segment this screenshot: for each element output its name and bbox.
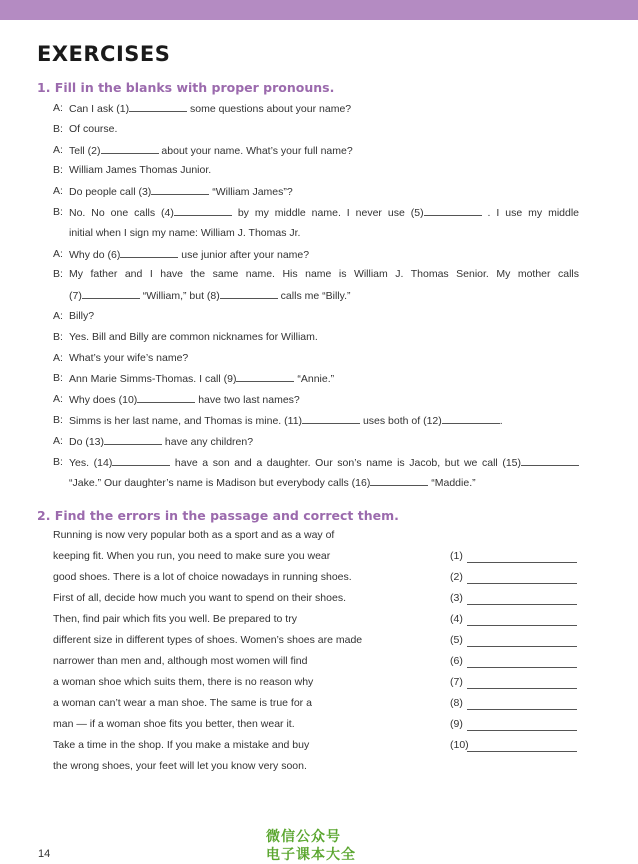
dialogue-text: Of course.: [69, 122, 118, 135]
answer-blank[interactable]: [101, 143, 159, 154]
dialogue-line: [69, 143, 579, 158]
page-title: EXERCISES: [37, 42, 171, 66]
page-number: 14: [38, 848, 51, 860]
answer-blank[interactable]: [521, 455, 579, 466]
dialogue-line: [69, 267, 579, 281]
answer-blank[interactable]: [120, 247, 178, 258]
dialogue-text: Billy?: [69, 310, 95, 322]
passage-line: a woman shoe which suits them, there is no reason why: [53, 676, 314, 688]
dialogue-line: [69, 226, 579, 240]
dialogue-line: [69, 122, 579, 136]
passage-line: man — if a woman shoe fits you better, then wear it.: [53, 718, 295, 730]
answer-number: (6): [450, 655, 463, 667]
watermark-line1: 微信公众号: [266, 829, 341, 845]
correction-answer-line[interactable]: [467, 709, 577, 710]
dialogue-line: [69, 475, 579, 490]
section2-heading: 2. Find the errors in the passage and correct them.: [37, 508, 399, 523]
dialogue-line: [69, 330, 579, 344]
dialogue-text: (7): [69, 290, 82, 303]
answer-blank[interactable]: [104, 434, 162, 445]
passage-line: different size in different types of shoes. Women’s shoes are made: [53, 634, 363, 646]
passage-line: good shoes. There is a lot of choice nowadays in running shoes.: [53, 571, 352, 583]
dialogue-line: [69, 455, 579, 470]
dialogue-text: What’s your wife’s name?: [69, 351, 189, 364]
dialogue-line: [69, 101, 579, 116]
correction-answer-line[interactable]: [467, 730, 577, 731]
dialogue-text: “Jake.” Our daughter’s name is Madison but everybody calls (16): [69, 477, 371, 490]
passage-line: Then, find pair which fits you well. Be prepared to try: [53, 613, 297, 625]
passage-line: First of all, decide how much you want to spend on their shoes.: [53, 592, 346, 604]
answer-blank[interactable]: [137, 392, 195, 403]
dialogue-text: Yes. Bill and Billy are common nicknames for William.: [69, 330, 318, 343]
answer-number: (1): [450, 550, 463, 562]
dialogue-speaker: A:: [53, 143, 63, 156]
correction-answer-line[interactable]: [467, 604, 577, 605]
dialogue-speaker: B:: [53, 330, 63, 343]
answer-number: (9): [450, 718, 463, 730]
dialogue-text: Can I ask (1): [69, 103, 130, 115]
dialogue-speaker: A:: [53, 393, 63, 406]
dialogue-text: Simms is her last name, and Thomas is mine. (11): [69, 415, 303, 427]
dialogue-text: Do people call (3): [69, 186, 152, 199]
dialogue-text: initial when I sign my name: William J. Thomas Jr.: [69, 226, 301, 239]
answer-blank[interactable]: [112, 455, 170, 466]
dialogue-line: [69, 247, 579, 262]
dialogue-text: Do (13): [69, 435, 105, 448]
correction-answer-line[interactable]: [467, 751, 577, 752]
dialogue-line: [69, 351, 579, 365]
dialogue-line: [69, 413, 579, 428]
dialogue-line: [69, 371, 579, 386]
answer-blank[interactable]: [424, 205, 482, 216]
dialogue-speaker: B:: [53, 414, 63, 426]
dialogue-text: Why does (10): [69, 394, 138, 407]
dialogue-text: William James Thomas Junior.: [69, 164, 212, 177]
answer-number: (2): [450, 571, 463, 583]
dialogue-text: Ann Marie Simms-Thomas. I call (9): [69, 373, 237, 386]
dialogue-text: by my middle name. I never use (5): [231, 207, 424, 219]
dialogue-text: uses both of (12): [360, 415, 442, 427]
top-color-bar: [0, 0, 638, 20]
answer-blank[interactable]: [174, 205, 232, 216]
dialogue-text: My father and I have the same name. His name is William J. Thomas Senior. My mother calls: [69, 268, 579, 281]
passage-line: narrower than men and, although most women will find: [53, 655, 308, 667]
dialogue-text: “Annie.”: [294, 373, 335, 386]
dialogue-text: calls me “Billy.”: [277, 290, 351, 303]
dialogue-text: have two last names?: [195, 394, 300, 407]
answer-number: (7): [450, 676, 463, 688]
passage-line: the wrong shoes, your feet will let you know very soon.: [53, 760, 307, 772]
answer-blank[interactable]: [151, 184, 209, 195]
correction-answer-line[interactable]: [467, 583, 577, 584]
correction-answer-line[interactable]: [467, 625, 577, 626]
dialogue-line: [69, 392, 579, 407]
dialogue-text: “Maddie.”: [428, 477, 476, 490]
dialogue-speaker: A:: [53, 310, 63, 322]
section1-heading: 1. Fill in the blanks with proper pronouns.: [37, 80, 335, 95]
dialogue-text: have any children?: [162, 435, 254, 448]
dialogue-line: [69, 434, 579, 449]
dialogue-text: use junior after your name?: [178, 248, 310, 261]
dialogue-speaker: A:: [53, 351, 63, 364]
correction-answer-line[interactable]: [467, 667, 577, 668]
dialogue-line: [69, 163, 579, 177]
answer-number: (8): [450, 697, 463, 709]
answer-number: (10): [450, 739, 469, 751]
dialogue-speaker: A:: [53, 185, 63, 198]
dialogue-text: Tell (2): [69, 144, 101, 157]
answer-blank[interactable]: [82, 288, 140, 299]
dialogue-speaker: B:: [53, 455, 63, 468]
answer-blank[interactable]: [370, 475, 428, 486]
dialogue-text: some questions about your name?: [187, 103, 352, 115]
answer-number: (3): [450, 592, 463, 604]
dialogue-line: [69, 288, 579, 303]
passage-line: a woman can’t wear a man shoe. The same is true for a: [53, 697, 312, 709]
answer-number: (5): [450, 634, 463, 646]
correction-answer-line[interactable]: [467, 562, 577, 563]
answer-blank[interactable]: [236, 371, 294, 382]
dialogue-speaker: B:: [53, 122, 63, 135]
dialogue-speaker: B:: [53, 372, 63, 385]
dialogue-line: [69, 205, 579, 220]
passage-line: Take a time in the shop. If you make a mistake and buy: [53, 739, 310, 751]
dialogue-text: Why do (6): [69, 248, 121, 261]
dialogue-text: “William James”?: [209, 186, 293, 199]
dialogue-text: “William,” but (8): [139, 290, 220, 303]
dialogue-text: . I use my middle: [481, 207, 579, 219]
answer-number: (4): [450, 613, 463, 625]
answer-blank[interactable]: [442, 413, 500, 424]
dialogue-text: about your name. What’s your full name?: [158, 144, 353, 157]
passage-line: Running is now very popular both as a sport and as a way of: [53, 529, 335, 541]
dialogue-speaker: B:: [53, 164, 63, 177]
dialogue-text: No. No one calls (4): [69, 207, 174, 219]
answer-blank[interactable]: [220, 288, 278, 299]
dialogue-speaker: B:: [53, 206, 63, 218]
dialogue-line: [69, 184, 579, 199]
dialogue-speaker: A:: [53, 247, 63, 260]
correction-answer-line[interactable]: [467, 646, 577, 647]
dialogue-speaker: B:: [53, 268, 63, 281]
dialogue-text: .: [499, 415, 503, 427]
dialogue-speaker: A:: [53, 102, 63, 114]
passage-line: keeping fit. When you run, you need to make sure you wear: [53, 550, 331, 562]
dialogue-line: [69, 309, 579, 323]
dialogue-speaker: A:: [53, 434, 63, 447]
dialogue-text: Yes. (14): [69, 456, 113, 469]
answer-blank[interactable]: [129, 101, 187, 112]
watermark-line2: 电子课本大全: [266, 847, 356, 863]
dialogue-text: have a son and a daughter. Our son’s name is Jacob, but we call (15): [170, 456, 522, 469]
correction-answer-line[interactable]: [467, 688, 577, 689]
answer-blank[interactable]: [302, 413, 360, 424]
